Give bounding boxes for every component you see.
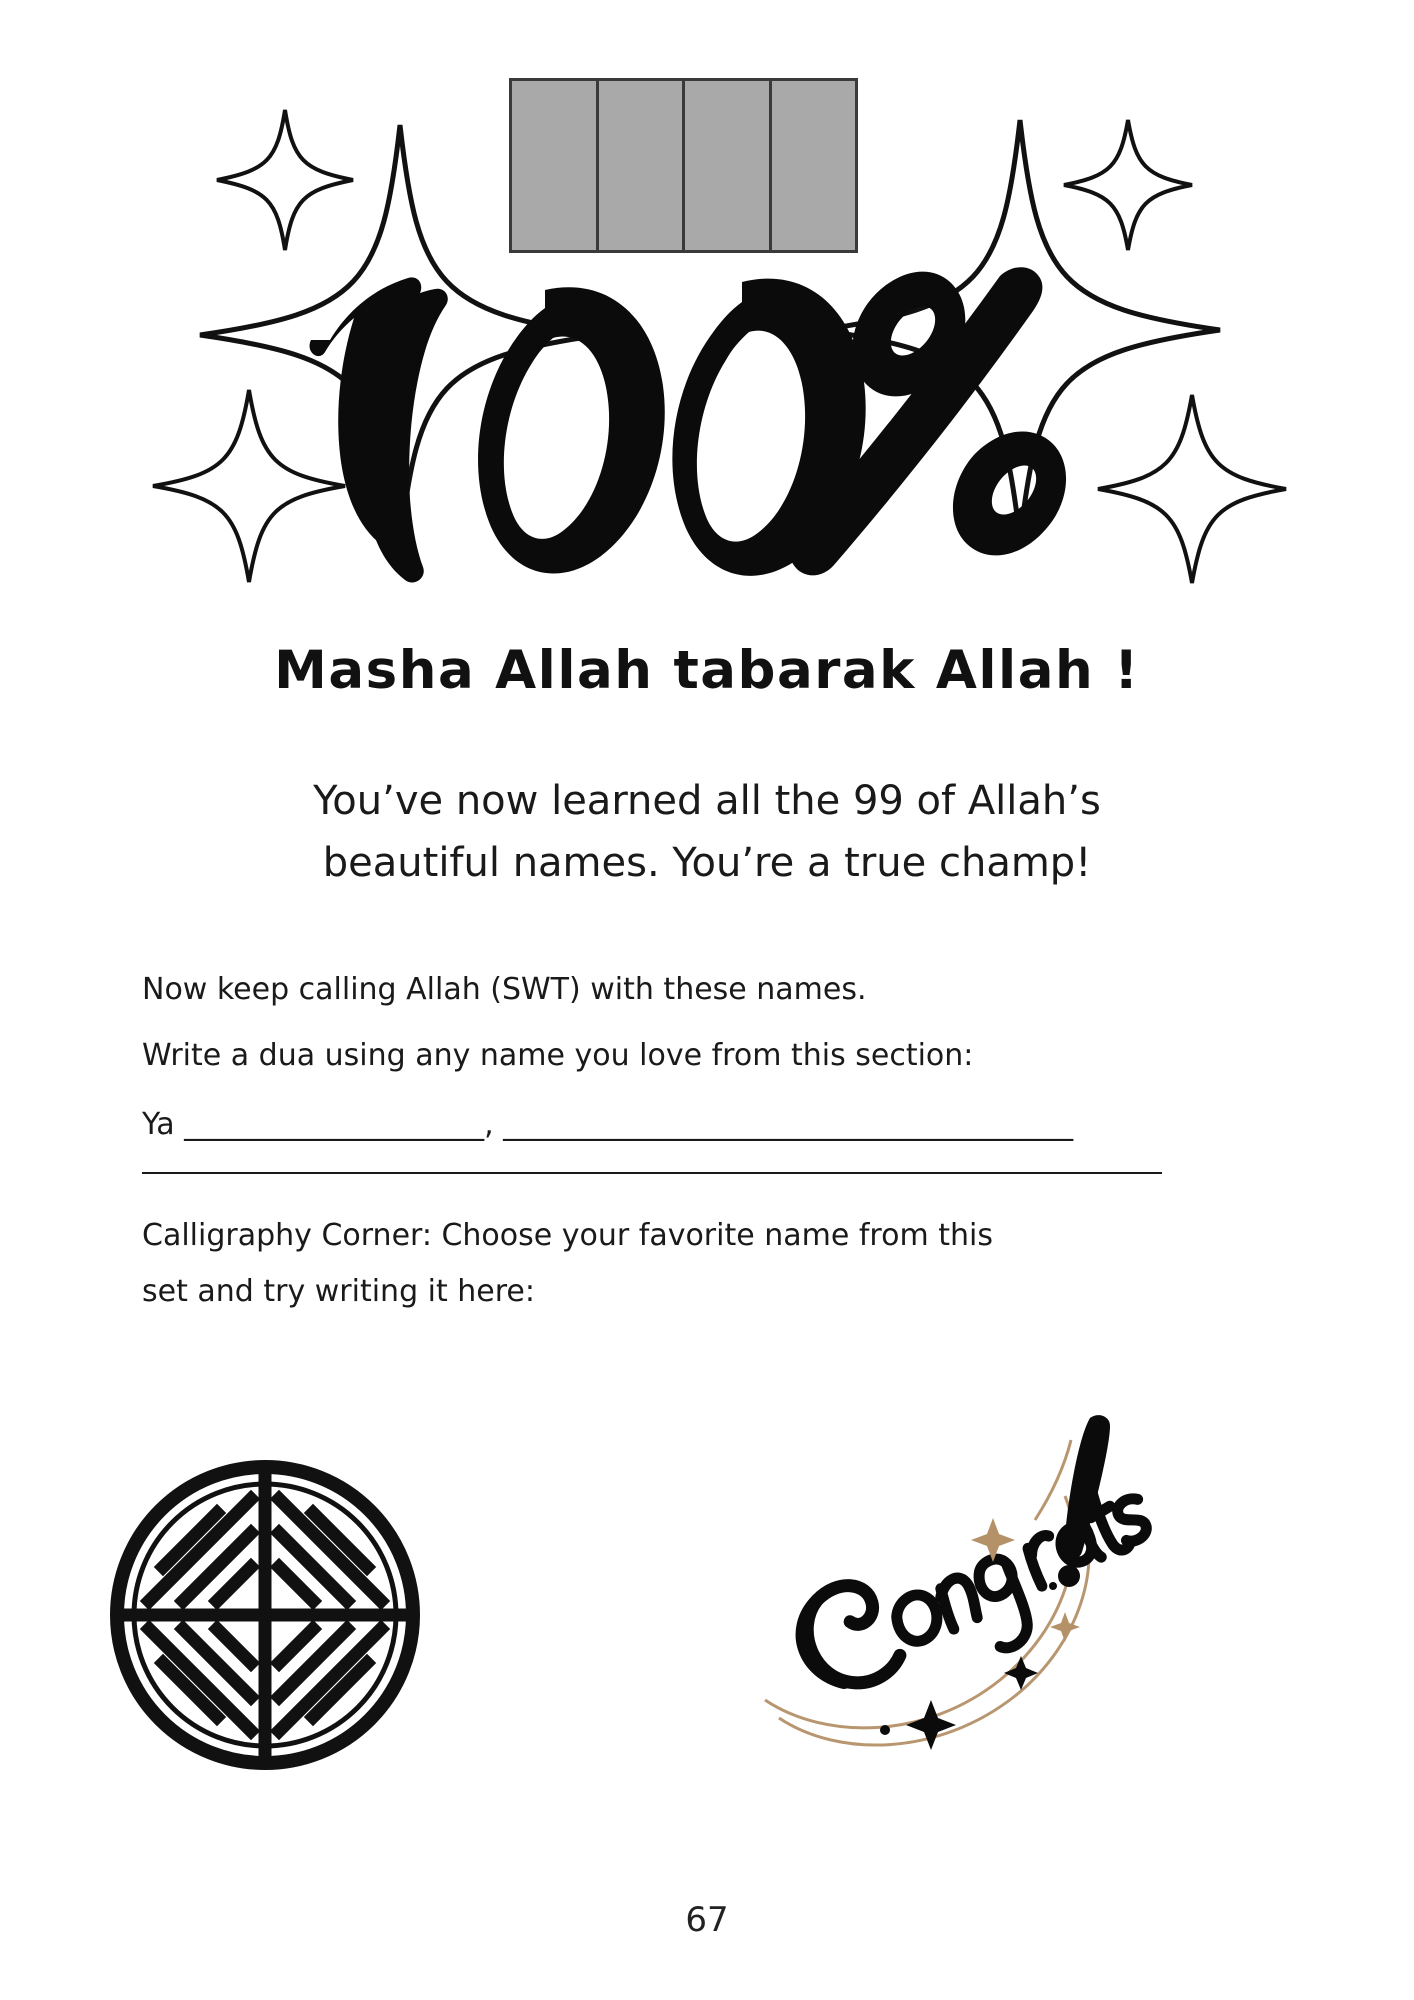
subheading-line-2: beautiful names. You’re a true champ! bbox=[322, 840, 1092, 886]
placeholder-cell bbox=[772, 81, 856, 250]
image-placeholder bbox=[509, 78, 858, 253]
sparkle-icon bbox=[153, 390, 345, 582]
sparkle-icon bbox=[1064, 120, 1192, 250]
subheading bbox=[207, 770, 1207, 894]
dua-writing-line[interactable]: Ya ____________________, ______________________________________ bbox=[142, 1107, 1074, 1142]
sparkle-icon bbox=[217, 110, 353, 250]
masha-allah-heading: Masha Allah tabarak Allah ! bbox=[274, 640, 1140, 701]
writing-rule[interactable] bbox=[142, 1172, 1162, 1174]
congrats-lettering bbox=[735, 1400, 1155, 1804]
instruction-line-2: Write a dua using any name you love from this section: bbox=[142, 1038, 974, 1073]
placeholder-cell bbox=[685, 81, 772, 250]
calligraphy-line-2: set and try writing it here: bbox=[142, 1273, 535, 1309]
placeholder-cell bbox=[599, 81, 686, 250]
calligraphy-line-1: Calligraphy Corner: Choose your favorite name from this bbox=[142, 1218, 993, 1253]
geometric-medallion-icon bbox=[105, 1455, 425, 1779]
placeholder-cell bbox=[512, 81, 599, 250]
subheading-line-1: You’ve now learned all the 99 of Allah’s bbox=[313, 778, 1101, 824]
instruction-line-1: Now keep calling Allah (SWT) with these names. bbox=[142, 972, 867, 1007]
sparkle-icon bbox=[1098, 395, 1286, 583]
page-number: 67 bbox=[685, 1900, 729, 1940]
worksheet-body bbox=[142, 972, 1282, 1319]
